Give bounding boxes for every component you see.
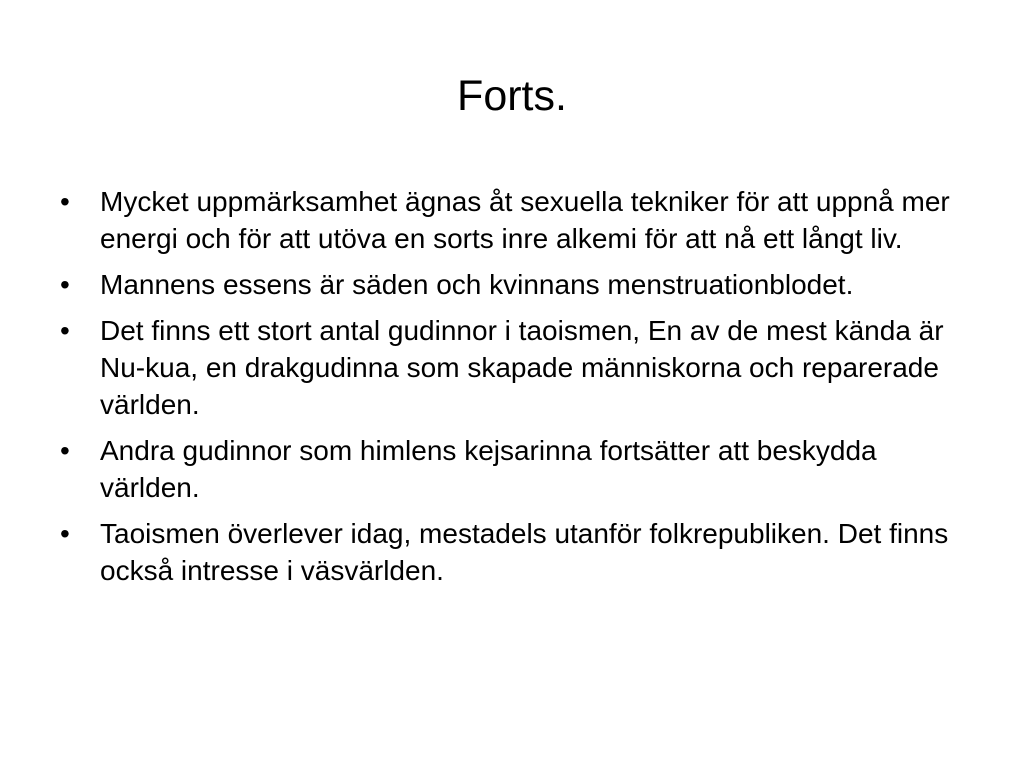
bullet-item-5 bbox=[60, 515, 960, 589]
bullet-text-1: Mycket uppmärksamhet ägnas åt sexuella tekniker för att uppnå mer energi och för att utöva en sorts inre alkemi för att nå ett långt liv. bbox=[100, 186, 950, 254]
bullet-marker: • bbox=[60, 269, 70, 300]
bullet-marker: • bbox=[60, 518, 70, 549]
bullet-text-3: Det finns ett stort antal gudinnor i taoismen, En av de mest kända är Nu-kua, en drakgudinna som skapade människorna och reparerade världen. bbox=[100, 315, 944, 420]
bullet-item-2 bbox=[60, 266, 960, 303]
bullet-text-4: Andra gudinnor som himlens kejsarinna fortsätter att beskydda världen. bbox=[100, 435, 877, 503]
bullet-marker: • bbox=[60, 186, 70, 217]
bullet-item-1 bbox=[60, 183, 960, 257]
bullet-list bbox=[60, 183, 960, 598]
slide-title: Forts. bbox=[457, 72, 567, 120]
bullet-text-5: Taoismen överlever idag, mestadels utanför folkrepubliken. Det finns också intresse i väsvärlden. bbox=[100, 518, 949, 586]
bullet-item-3 bbox=[60, 312, 960, 423]
bullet-item-4 bbox=[60, 432, 960, 506]
bullet-text-2: Mannens essens är säden och kvinnans menstruationblodet. bbox=[100, 269, 854, 300]
bullet-marker: • bbox=[60, 435, 70, 466]
bullet-marker: • bbox=[60, 315, 70, 346]
